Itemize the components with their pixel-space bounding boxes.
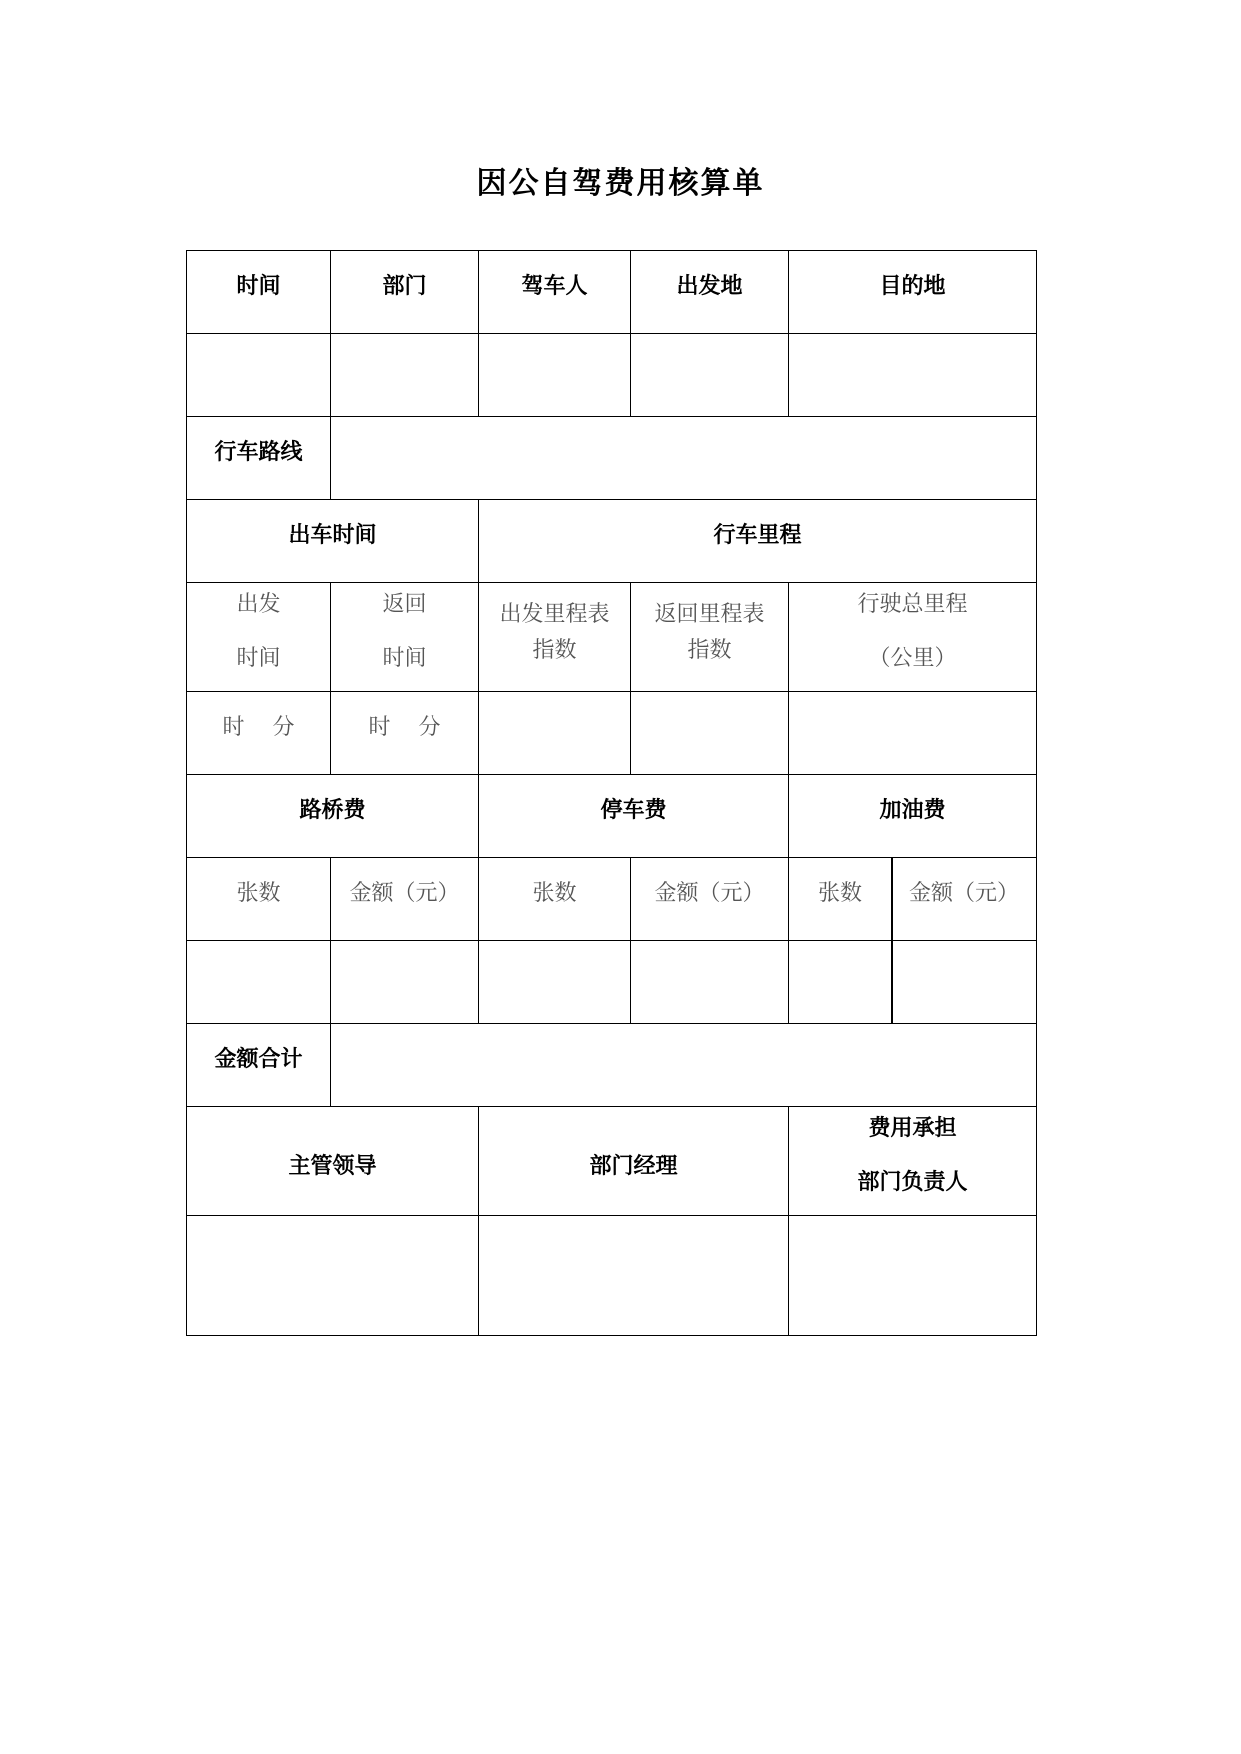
header-origin-label: 出发地 bbox=[676, 274, 743, 299]
input-origin[interactable] bbox=[630, 333, 789, 417]
return-time-subheader bbox=[330, 582, 479, 692]
total-amount-label: 金额合计 bbox=[214, 1047, 303, 1072]
parking-fee-group bbox=[478, 774, 789, 858]
fuel-amount-header bbox=[891, 857, 1037, 941]
input-destination[interactable] bbox=[788, 333, 1037, 417]
toll-count-header bbox=[186, 857, 331, 941]
toll-amount-label: 金额（元） bbox=[349, 881, 460, 906]
cost-bearer-signature[interactable] bbox=[788, 1215, 1037, 1336]
return-meter-line2: 指数 bbox=[687, 638, 732, 663]
total-mileage-line1: 行驶总里程 bbox=[857, 592, 968, 617]
parking-amount-header bbox=[630, 857, 789, 941]
supervisor-signature[interactable] bbox=[186, 1215, 479, 1336]
depart-hour-minute: 时 分 bbox=[222, 715, 295, 740]
total-mileage-line2: （公里） bbox=[868, 646, 957, 671]
toll-count-input[interactable] bbox=[186, 940, 331, 1024]
mileage-group bbox=[478, 499, 1037, 583]
parking-count-header bbox=[478, 857, 631, 941]
parking-count-input[interactable] bbox=[478, 940, 631, 1024]
header-destination bbox=[788, 250, 1037, 334]
route-input[interactable] bbox=[330, 416, 1037, 500]
depart-time-line1: 出发 bbox=[236, 592, 281, 617]
return-time-line2: 时间 bbox=[382, 646, 427, 671]
header-department-label: 部门 bbox=[382, 274, 427, 299]
return-time-input[interactable] bbox=[330, 691, 479, 775]
departure-time-group bbox=[186, 499, 479, 583]
supervisor-label: 主管领导 bbox=[288, 1154, 377, 1179]
route-label-cell bbox=[186, 416, 331, 500]
dept-manager-label: 部门经理 bbox=[589, 1154, 678, 1179]
toll-fee-group bbox=[186, 774, 479, 858]
header-time-label: 时间 bbox=[236, 274, 281, 299]
total-amount-input[interactable] bbox=[330, 1023, 1037, 1107]
depart-meter-line1: 出发里程表 bbox=[499, 602, 610, 627]
cost-bearer-line2: 部门负责人 bbox=[857, 1170, 968, 1195]
cost-bearer-line1: 费用承担 bbox=[868, 1116, 957, 1141]
depart-time-input[interactable] bbox=[186, 691, 331, 775]
total-mileage-subheader bbox=[788, 582, 1037, 692]
parking-count-label: 张数 bbox=[532, 881, 577, 906]
parking-amount-label: 金额（元） bbox=[654, 881, 765, 906]
route-label: 行车路线 bbox=[214, 440, 303, 465]
fuel-amount-label: 金额（元） bbox=[908, 881, 1019, 906]
cost-bearer-header bbox=[788, 1106, 1037, 1216]
total-amount-label-cell bbox=[186, 1023, 331, 1107]
page-title: 因公自驾费用核算单 bbox=[476, 166, 765, 201]
total-mileage-input[interactable] bbox=[788, 691, 1037, 775]
depart-meter-input[interactable] bbox=[478, 691, 631, 775]
fuel-amount-input[interactable] bbox=[891, 940, 1037, 1024]
toll-fee-label: 路桥费 bbox=[299, 798, 366, 823]
dept-manager-signature[interactable] bbox=[478, 1215, 789, 1336]
toll-amount-header bbox=[330, 857, 479, 941]
parking-amount-input[interactable] bbox=[630, 940, 789, 1024]
input-department[interactable] bbox=[330, 333, 479, 417]
fuel-count-input[interactable] bbox=[788, 940, 892, 1024]
header-driver-label: 驾车人 bbox=[521, 274, 588, 299]
header-origin bbox=[630, 250, 789, 334]
depart-time-line2: 时间 bbox=[236, 646, 281, 671]
mileage-group-label: 行车里程 bbox=[713, 523, 802, 548]
return-meter-line1: 返回里程表 bbox=[654, 602, 765, 627]
depart-time-subheader bbox=[186, 582, 331, 692]
departure-time-group-label: 出车时间 bbox=[288, 523, 377, 548]
input-driver[interactable] bbox=[478, 333, 631, 417]
fuel-count-label: 张数 bbox=[817, 881, 862, 906]
depart-meter-line2: 指数 bbox=[532, 638, 577, 663]
return-time-line1: 返回 bbox=[382, 592, 427, 617]
header-driver bbox=[478, 250, 631, 334]
return-hour-minute: 时 分 bbox=[368, 715, 441, 740]
input-time[interactable] bbox=[186, 333, 331, 417]
fuel-column-divider bbox=[891, 857, 893, 1024]
fuel-fee-group bbox=[788, 774, 1037, 858]
supervisor-header bbox=[186, 1106, 479, 1216]
fuel-count-header bbox=[788, 857, 892, 941]
parking-fee-label: 停车费 bbox=[600, 798, 667, 823]
fuel-fee-label: 加油费 bbox=[879, 798, 946, 823]
toll-amount-input[interactable] bbox=[330, 940, 479, 1024]
depart-meter-subheader bbox=[478, 582, 631, 692]
return-meter-subheader bbox=[630, 582, 789, 692]
header-time bbox=[186, 250, 331, 334]
toll-count-label: 张数 bbox=[236, 881, 281, 906]
header-department bbox=[330, 250, 479, 334]
header-destination-label: 目的地 bbox=[879, 274, 946, 299]
dept-manager-header bbox=[478, 1106, 789, 1216]
return-meter-input[interactable] bbox=[630, 691, 789, 775]
